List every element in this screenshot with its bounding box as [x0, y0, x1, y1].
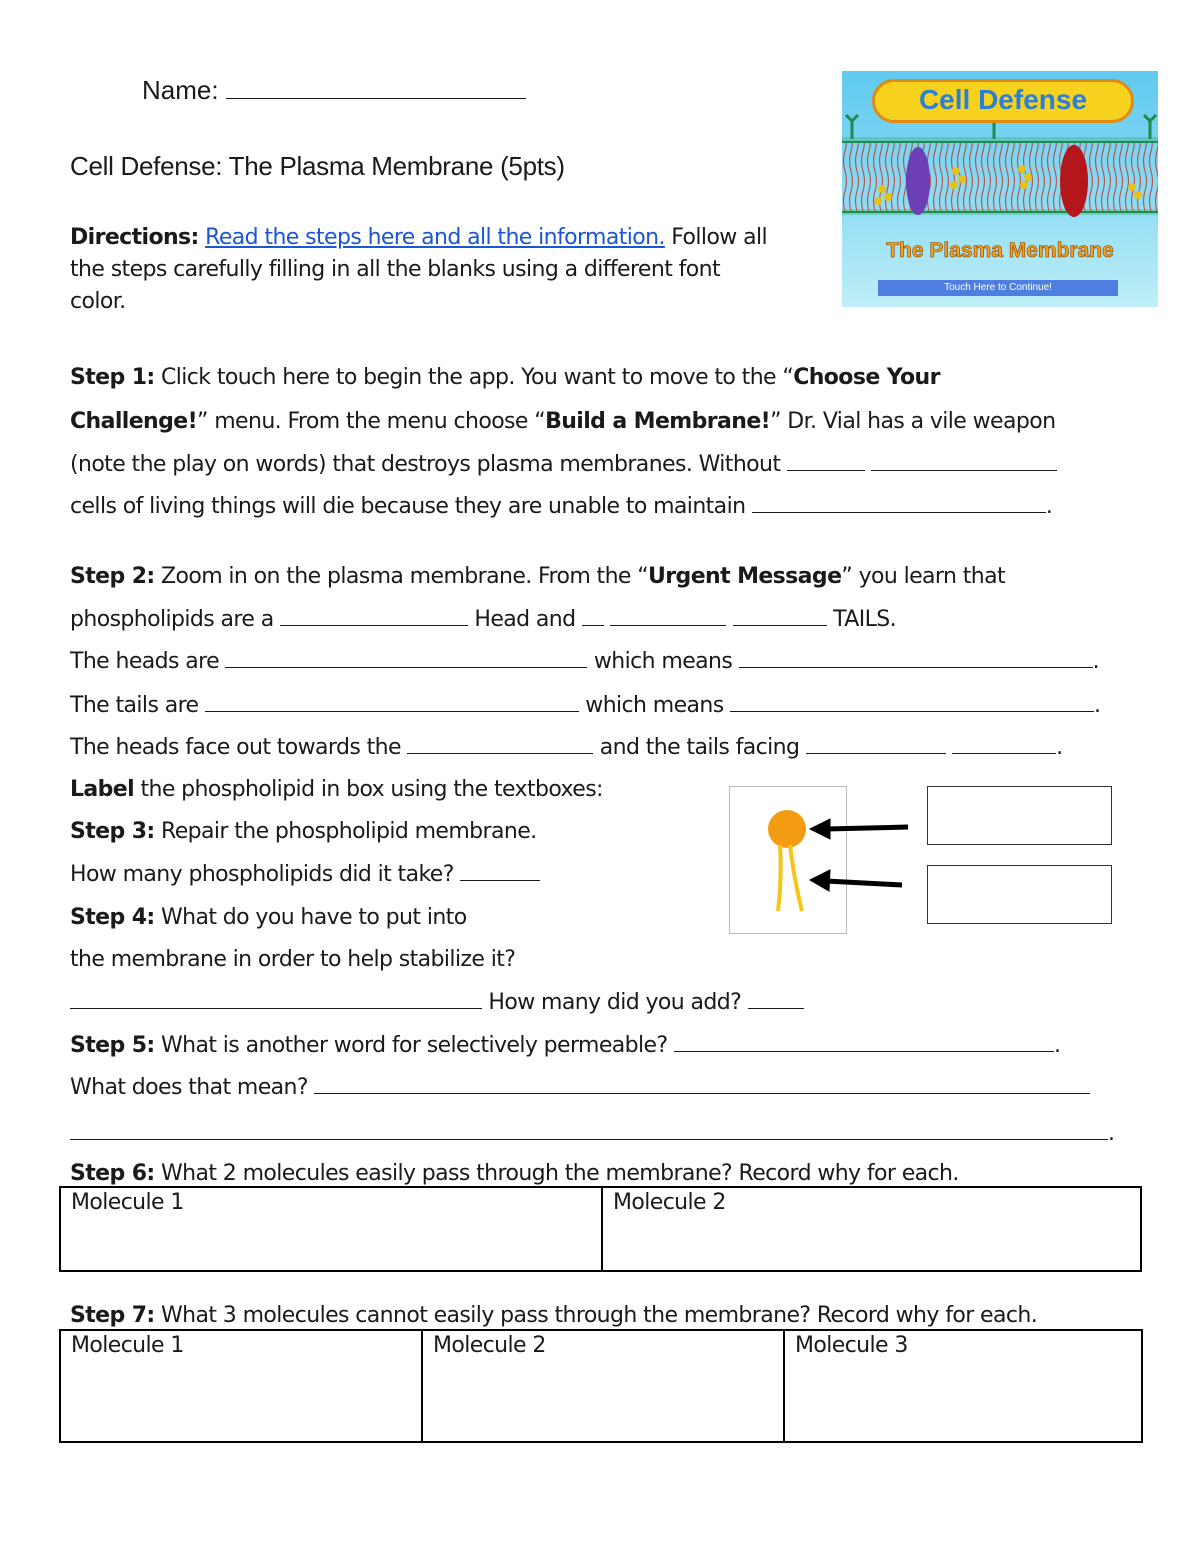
step4-text: What do you have to put into — [154, 905, 467, 930]
directions-line-1 — [70, 224, 767, 252]
step5-line-1 — [70, 1031, 1060, 1060]
step3-question: How many phospholipids did it take? — [70, 862, 454, 887]
tails-means-blank[interactable] — [730, 691, 1094, 712]
name-label: Name: — [142, 75, 219, 105]
step2-blank-tail-c[interactable] — [733, 605, 827, 626]
step4-blank[interactable] — [70, 988, 482, 1009]
step2-blank-tail-a[interactable] — [582, 605, 604, 626]
directions-link[interactable]: Read the steps here and all the information. — [205, 225, 665, 250]
step4-label: Step 4: — [70, 905, 155, 930]
head-label-textbox[interactable] — [927, 786, 1112, 845]
step1-bold: Choose Your — [793, 365, 940, 390]
step4-line-2: the membrane in order to help stabilize it? — [70, 947, 516, 972]
heads-are-text: The heads are — [70, 649, 220, 674]
step5-line-3 — [70, 1119, 1114, 1148]
page-title: Cell Defense: The Plasma Membrane (5pts) — [70, 151, 565, 181]
directions-line-2: the steps carefully filling in all the blanks using a different font — [70, 257, 721, 282]
tails-facing-blank-b[interactable] — [952, 733, 1056, 754]
name-blank[interactable] — [226, 78, 526, 99]
step1-text: Click touch here to begin the app. You want to move to the “ — [154, 365, 794, 390]
tails-are-blank[interactable] — [205, 691, 579, 712]
directions-line-3: color. — [70, 289, 126, 314]
step6-molecule-2: Molecule 2 — [613, 1190, 726, 1215]
thumb-title: Cell Defense — [872, 79, 1134, 123]
step3-line-2 — [70, 860, 540, 889]
step6-table — [59, 1186, 1142, 1272]
step5-line-2 — [70, 1073, 1090, 1102]
label-instruction — [70, 776, 603, 804]
label-text: the phospholipid in box using the textboxes: — [134, 777, 603, 802]
step1-blank-2[interactable] — [752, 492, 1046, 513]
step6-label: Step 6: — [70, 1161, 155, 1186]
step4-question: How many did you add? — [482, 990, 742, 1015]
step3-label: Step 3: — [70, 819, 155, 844]
thumb-continue-button[interactable]: Touch Here to Continue! — [878, 280, 1118, 296]
app-thumbnail[interactable] — [842, 71, 1158, 307]
step5-text: What is another word for selectively permeable? — [154, 1033, 668, 1058]
step1-line-4 — [70, 492, 1052, 521]
step5-blank[interactable] — [674, 1031, 1054, 1052]
step7-text: What 3 molecules cannot easily pass through the membrane? Record why for each. — [154, 1303, 1038, 1328]
directions-text: Follow all — [664, 225, 767, 250]
step2-text-4: Head and — [474, 607, 576, 632]
step1-line-3 — [70, 450, 1057, 479]
tails-facing-text: and the tails facing — [599, 735, 800, 760]
step2-blank-tail-b[interactable] — [610, 605, 726, 626]
step6-molecule-1: Molecule 1 — [71, 1190, 184, 1215]
step1-label: Step 1: — [70, 365, 155, 390]
step7-molecule-1: Molecule 1 — [71, 1333, 184, 1358]
step7-label: Step 7: — [70, 1303, 155, 1328]
step2-line-3 — [70, 647, 1099, 676]
step6-text: What 2 molecules easily pass through the membrane? Record why for each. — [154, 1161, 959, 1186]
step7-line — [70, 1302, 1037, 1330]
step7-molecule-3-cell[interactable] — [784, 1330, 1142, 1442]
heads-face-text: The heads face out towards the — [70, 735, 401, 760]
step6-molecule-2-cell[interactable] — [602, 1187, 1141, 1271]
step6-molecule-1-cell[interactable] — [60, 1187, 602, 1271]
step1-blank-1b[interactable] — [871, 450, 1057, 471]
heads-face-blank[interactable] — [407, 733, 593, 754]
step4-line-1 — [70, 904, 467, 932]
step2-bold: Urgent Message — [648, 564, 842, 589]
step1-line-1 — [70, 364, 940, 392]
step1-text-4: (note the play on words) that destroys plasma membranes. Without — [70, 452, 781, 477]
period-4: . — [1053, 1033, 1061, 1058]
step5-question: What does that mean? — [70, 1075, 308, 1100]
period-5: . — [1108, 1121, 1115, 1146]
step5-meaning-blank[interactable] — [314, 1073, 1090, 1094]
step2-line-4 — [70, 691, 1100, 720]
period-2: . — [1094, 693, 1101, 718]
step2-line-2 — [70, 605, 896, 634]
step1-bold-2: Challenge! — [70, 409, 198, 434]
tails-facing-blank-a[interactable] — [806, 733, 946, 754]
tail-label-textbox[interactable] — [927, 865, 1112, 924]
step7-molecule-2-cell[interactable] — [422, 1330, 784, 1442]
step1-bold-3: Build a Membrane! — [545, 409, 771, 434]
step3-line-1 — [70, 818, 537, 846]
step1-text-3: ” Dr. Vial has a vile weapon — [770, 409, 1056, 434]
step7-molecule-1-cell[interactable] — [60, 1330, 422, 1442]
diagram-arrows — [800, 808, 912, 898]
directions-label: Directions: — [70, 225, 199, 250]
step6-line — [70, 1160, 959, 1188]
step7-molecule-2: Molecule 2 — [433, 1333, 546, 1358]
step1-period: . — [1045, 494, 1053, 519]
name-field — [142, 76, 526, 104]
step2-label: Step 2: — [70, 564, 155, 589]
step2-blank-head[interactable] — [280, 605, 468, 626]
heads-means-blank[interactable] — [739, 647, 1093, 668]
step2-text-5: TAILS. — [833, 607, 897, 632]
step5-meaning-blank-2[interactable] — [70, 1119, 1108, 1140]
step7-molecule-3: Molecule 3 — [795, 1333, 908, 1358]
heads-are-blank[interactable] — [225, 647, 587, 668]
thumb-subtitle: The Plasma Membrane — [886, 239, 1114, 262]
step7-table — [59, 1329, 1143, 1443]
step4-line-3 — [70, 988, 804, 1017]
step2-text: Zoom in on the plasma membrane. From the “ — [154, 564, 649, 589]
which-means-text: which means — [593, 649, 733, 674]
label-bold: Label — [70, 777, 135, 802]
step1-text-2: ” menu. From the menu choose “ — [197, 409, 546, 434]
tails-are-text: The tails are — [70, 693, 199, 718]
step2-text-2: ” you learn that — [841, 564, 1005, 589]
step3-text: Repair the phospholipid membrane. — [154, 819, 537, 844]
step1-text-5: cells of living things will die because they are unable to maintain — [70, 494, 746, 519]
step1-line-2 — [70, 408, 1055, 436]
step2-text-3: phospholipids are a — [70, 607, 274, 632]
which-means-text-2: which means — [585, 693, 724, 718]
step4-count-blank[interactable] — [748, 988, 804, 1009]
period: . — [1092, 649, 1100, 674]
step1-blank-1a[interactable] — [787, 450, 865, 471]
step2-line-1 — [70, 563, 1005, 591]
step5-label: Step 5: — [70, 1033, 155, 1058]
step2-line-5 — [70, 733, 1063, 762]
step3-blank[interactable] — [460, 860, 540, 881]
period-3: . — [1056, 735, 1063, 760]
